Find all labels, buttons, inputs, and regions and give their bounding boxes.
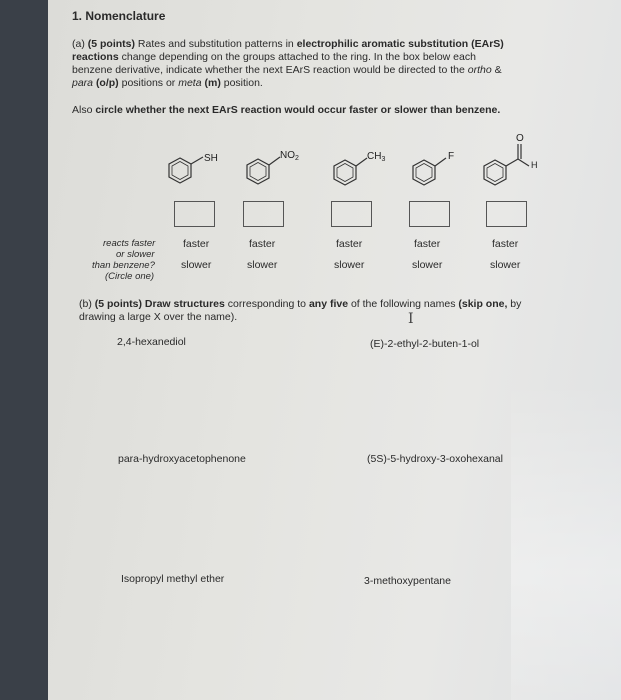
answer-box-toluene[interactable] <box>331 201 372 227</box>
faster-option-fluorobenzene[interactable]: faster <box>414 238 441 250</box>
part-a-line-3: benzene derivative, indicate whether the next EArS reaction would be directed to the ortho & <box>72 64 502 76</box>
molecule-nitrobenzene <box>242 146 314 197</box>
molecule-fluorobenzene <box>408 146 474 197</box>
answer-box-thiophenol[interactable] <box>174 201 215 227</box>
slower-option-nitrobenzene[interactable]: slower <box>247 259 278 271</box>
substituent-label-no2: NO <box>280 150 295 161</box>
name-5s-5-hydroxy-3-oxohexanal[interactable]: (5S)-5-hydroxy-3-oxohexanal <box>367 453 503 465</box>
svg-text:CH3: $CH_3$ <box>367 151 386 163</box>
substituent-label-h: H <box>531 160 538 170</box>
molecule-benzaldehyde <box>478 130 554 197</box>
name-e-2-ethyl-2-buten-1-ol[interactable]: (E)-2-ethyl-2-buten-1-ol <box>370 338 480 350</box>
molecule-toluene <box>328 146 400 197</box>
part-b-line-1: (b) (5 points) Draw structures corresponding to any five of the following names (skip one, by <box>79 298 522 310</box>
slower-option-fluorobenzene[interactable]: slower <box>412 259 443 271</box>
name-3-methoxypentane[interactable]: 3-methoxypentane <box>364 575 451 587</box>
name-2-4-hexanediol[interactable]: 2,4-hexanediol <box>117 336 186 348</box>
circle-instruction: Also circle whether the next EArS reaction would occur faster or slower than benzene. <box>72 104 501 116</box>
rate-row-label-2: or slower <box>116 249 155 260</box>
answer-box-benzaldehyde[interactable] <box>486 201 527 227</box>
name-isopropyl-methyl-ether[interactable]: Isopropyl methyl ether <box>121 573 225 585</box>
substituent-label-sh: SH <box>204 153 218 164</box>
substituent-label-o: O <box>516 133 524 144</box>
faster-option-nitrobenzene[interactable]: faster <box>249 238 276 250</box>
faster-option-benzaldehyde[interactable]: faster <box>492 238 519 250</box>
answer-box-fluorobenzene[interactable] <box>409 201 450 227</box>
substituent-label-ch3: CH <box>367 151 382 162</box>
answer-box-nitrobenzene[interactable] <box>243 201 284 227</box>
molecule-thiophenol <box>166 146 236 197</box>
part-a-line-2: reactions change depending on the groups attached to the ring. In the box below each <box>72 51 476 63</box>
part-b-line-2: drawing a large X over the name). <box>79 311 238 323</box>
substituent-label-f: F <box>448 151 455 162</box>
rate-row-label-3: than benzene? <box>92 260 155 271</box>
name-para-hydroxyacetophenone[interactable]: para-hydroxyacetophenone <box>118 453 246 465</box>
slower-option-thiophenol[interactable]: slower <box>181 259 212 271</box>
slower-option-toluene[interactable]: slower <box>334 259 365 271</box>
rate-row-label-1: reacts faster <box>103 238 156 249</box>
svg-text:NO2: $NO_2$ <box>280 150 299 162</box>
slower-option-benzaldehyde[interactable]: slower <box>490 259 521 271</box>
faster-option-toluene[interactable]: faster <box>336 238 363 250</box>
faster-option-thiophenol[interactable]: faster <box>183 238 210 250</box>
part-a-line-1: (a) (5 points) Rates and substitution patterns in electrophilic aromatic substitution (EArS) <box>72 38 504 50</box>
rate-row-label-4: (Circle one) <box>105 271 155 282</box>
section-title: 1. Nomenclature <box>72 9 166 23</box>
part-a-line-4: para (o/p) positions or meta (m) position. <box>72 77 263 89</box>
text-cursor-icon: I <box>408 311 414 327</box>
